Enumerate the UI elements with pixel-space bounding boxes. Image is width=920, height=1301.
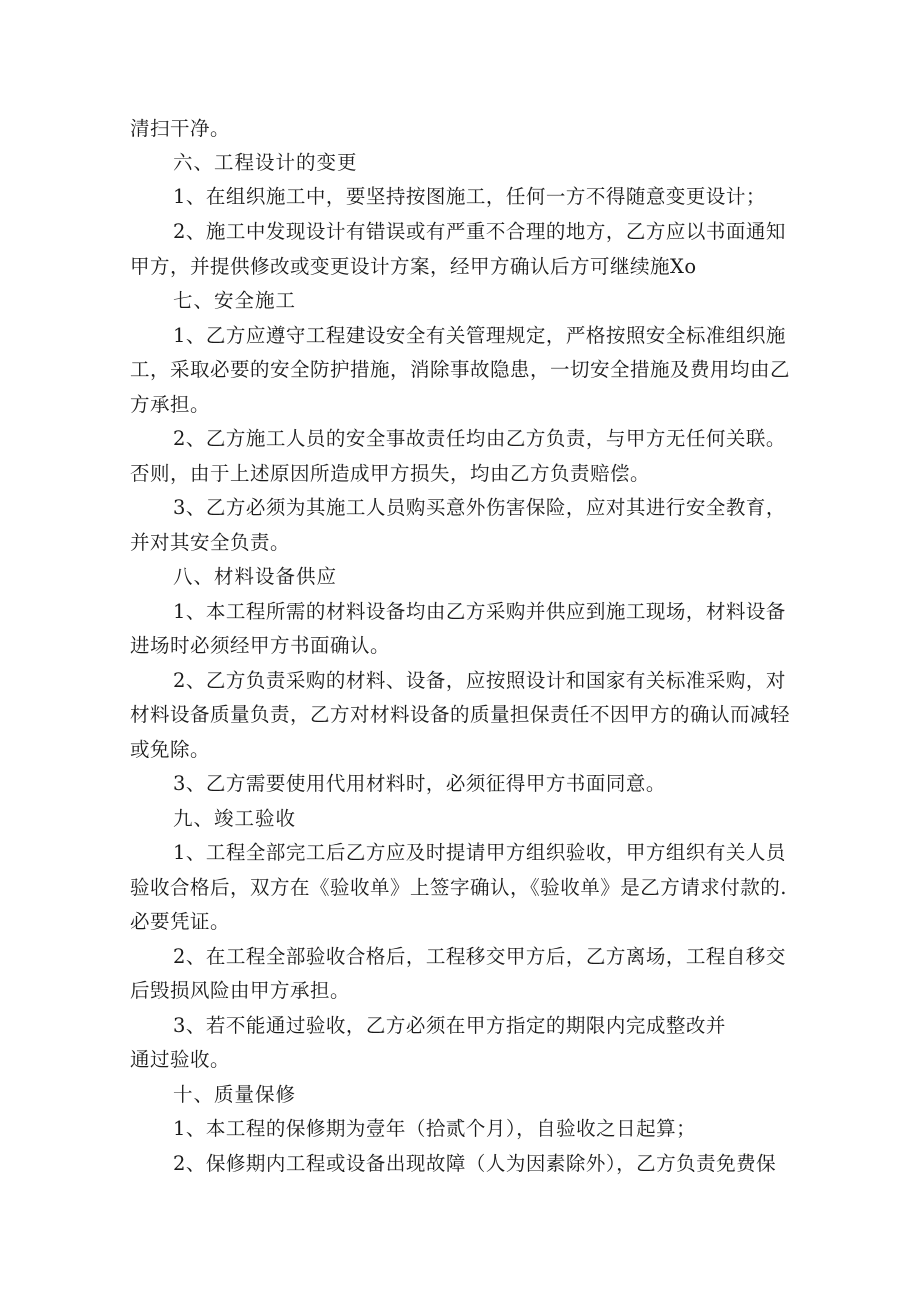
paragraph-line: 否则，由于上述原因所造成甲方损失，均由乙方负责赔偿。 xyxy=(130,462,651,485)
paragraph-line: 1、本工程的保修期为壹年（拾贰个月），自验收之日起算； xyxy=(173,1117,697,1140)
paragraph-line: 3、乙方必须为其施工人员购买意外伤害保险，应对其进行安全教育， xyxy=(173,496,786,519)
paragraph-line: 材料设备质量负责，乙方对材料设备的质量担保责任不因甲方的确认而减轻 xyxy=(130,703,791,726)
paragraph-line: 3、若不能通过验收，乙方必须在甲方指定的期限内完成整改并 xyxy=(173,1014,726,1037)
paragraph-line: 并对其安全负责。 xyxy=(130,531,291,554)
paragraph-line: 1、本工程所需的材料设备均由乙方采购并供应到施工现场，材料设备 xyxy=(173,600,786,623)
paragraph-line: 清扫干净。 xyxy=(130,117,231,140)
section-heading-10: 十、质量保修 xyxy=(173,1083,297,1106)
paragraph-line: 1、在组织施工中，要坚持按图施工，任何一方不得随意变更设计； xyxy=(173,185,766,208)
paragraph-line: 方承担。 xyxy=(130,393,211,416)
paragraph-line: 3、乙方需要使用代用材料时，必须征得甲方书面同意。 xyxy=(173,772,666,795)
section-heading-7: 七、安全施工 xyxy=(173,289,297,312)
paragraph-line: 通过验收。 xyxy=(130,1048,231,1071)
paragraph-line: 2、在工程全部验收合格后，工程移交甲方后，乙方离场，工程自移交 xyxy=(173,945,786,968)
paragraph-line: 工，采取必要的安全防护措施，消除事故隐患，一切安全措施及费用均由乙 xyxy=(130,358,791,381)
paragraph-line: 甲方，并提供修改或变更设计方案，经甲方确认后方可继续施Xo xyxy=(130,255,697,278)
section-heading-6: 六、工程设计的变更 xyxy=(173,151,358,174)
paragraph-line: 后毁损风险由甲方承担。 xyxy=(130,979,351,1002)
paragraph-line: 验收合格后，双方在《验收单》上签字确认，《验收单》是乙方请求付款的. xyxy=(130,876,787,899)
section-heading-9: 九、竣工验收 xyxy=(173,807,297,830)
paragraph-line: 2、乙方负责采购的材料、设备，应按照设计和国家有关标准采购，对 xyxy=(173,669,786,692)
paragraph-line: 2、乙方施工人员的安全事故责任均由乙方负责，与甲方无任何关联。 xyxy=(173,427,786,450)
paragraph-line: 1、乙方应遵守工程建设安全有关管理规定，严格按照安全标准组织施 xyxy=(173,324,786,347)
paragraph-line: 或免除。 xyxy=(130,738,211,761)
paragraph-line: 必要凭证。 xyxy=(130,910,231,933)
paragraph-line: 进场时必须经甲方书面确认。 xyxy=(130,634,391,657)
paragraph-line: 1、工程全部完工后乙方应及时提请甲方组织验收，甲方组织有关人员 xyxy=(173,841,786,864)
section-heading-8: 八、材料设备供应 xyxy=(173,565,338,588)
paragraph-line: 2、保修期内工程或设备出现故障（人为因素除外），乙方负责免费保 xyxy=(173,1152,777,1175)
paragraph-line: 2、施工中发现设计有错误或有严重不合理的地方，乙方应以书面通知 xyxy=(173,220,786,243)
